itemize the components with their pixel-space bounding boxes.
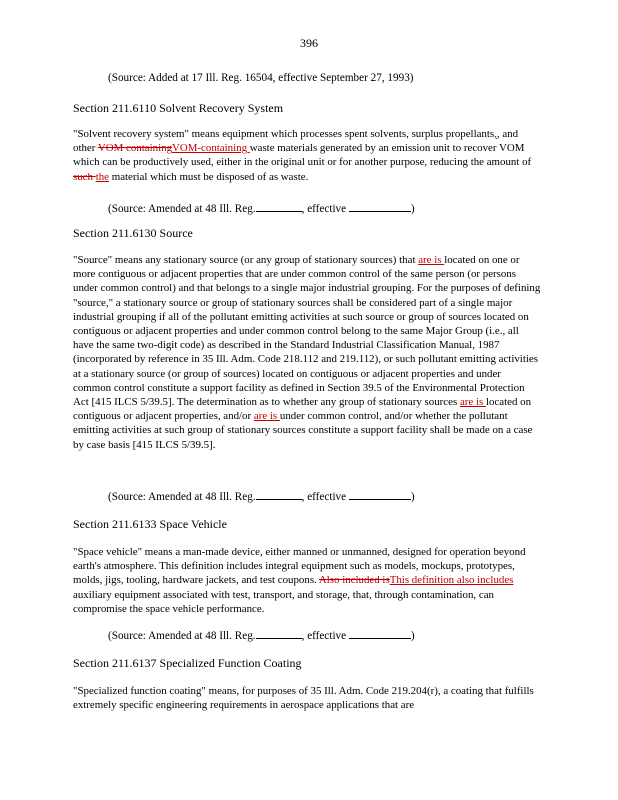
source-effective: , effective bbox=[301, 630, 347, 642]
source-note-added: (Source: Added at 17 Ill. Reg. 16504, effective September 27, 1993) bbox=[108, 72, 414, 84]
inserted-text: This definition also includes bbox=[389, 574, 514, 587]
source-prefix: (Source: Amended at 48 Ill. Reg. bbox=[108, 203, 256, 215]
section-heading-6133: Section 211.6133 Space Vehicle bbox=[73, 517, 227, 531]
text: "Solvent recovery system" means equipment which processes spent solvents, surplus propellants bbox=[73, 128, 495, 140]
text: "Source" means any stationary source (or any group of stationary sources) that bbox=[73, 254, 419, 266]
blank-line bbox=[256, 489, 302, 500]
page-number: 396 bbox=[300, 36, 318, 50]
deleted-text: VOM containing bbox=[97, 142, 173, 155]
blank-line bbox=[256, 201, 302, 212]
source-note-amended bbox=[108, 489, 415, 503]
section-heading-6110: Section 211.6110 Solvent Recovery System bbox=[73, 101, 284, 115]
section-body-6133 bbox=[73, 545, 541, 616]
source-effective: , effective bbox=[301, 203, 347, 215]
source-note-amended bbox=[108, 201, 415, 215]
inserted-text: are is bbox=[459, 396, 486, 409]
source-effective: , effective bbox=[301, 491, 347, 503]
section-body-6137 bbox=[73, 684, 541, 712]
text: located on contiguous or adjacent properties, and/or bbox=[73, 396, 532, 423]
text: located on one or more contiguous or adjacent properties that are under common control of the same person (or persons under common control) and that belongs to a single major industrial grouping. For the purposes of defining "source," a stationary source or group of stationary sources shall be considered part of a single major industrial grouping if all of the pollutant emitting activities at such source or group of sources located on contiguous or adjacent properties and under common control belong to the same Major Group (i.e., all have the same two-digit code) as described in the Standard Industrial Classification Manual, 1987 (incorporated by reference in 35 Ill. Adm. Code 218.112 and 219.112), or such pollutant emitting activities at a stationary source (or group of sources) located on contiguous or adjacent properties and under common control constitute a support facility as defined in Section 39.5 of the Environmental Protection Act [415 ILCS 5/39.5]. The determination as to whether any group of stationary sources bbox=[73, 254, 541, 409]
source-note-amended bbox=[108, 628, 415, 642]
blank-line bbox=[349, 489, 411, 500]
deleted-text: Also included is bbox=[318, 574, 390, 587]
deleted-text: such bbox=[73, 170, 96, 183]
blank-line bbox=[349, 201, 411, 212]
section-heading-6130: Section 211.6130 Source bbox=[73, 226, 193, 240]
blank-line bbox=[256, 628, 302, 639]
text: "Space vehicle" means a man-made device, either manned or unmanned, designed for operation beyond earth's atmosphere. This definition includes integral equipment such as models, mockups, prototypes, molds, jigs, tooling, hardware jackets, and test coupons. bbox=[73, 546, 526, 587]
blank-line bbox=[349, 628, 411, 639]
source-suffix: ) bbox=[410, 203, 415, 215]
text: under common control, and/or whether the pollutant emitting activities at such group of stationary sources constitute a support facility shall be made on a case by case basis [415 ILCS 5/39.5]. bbox=[73, 410, 533, 451]
source-prefix: (Source: Amended at 48 Ill. Reg. bbox=[108, 491, 256, 503]
text: "Specialized function coating" means, for purposes of 35 Ill. Adm. Code 219.204(r), a coating that fulfills extremely specific engineering requirements in aerospace applications that are bbox=[73, 685, 534, 712]
section-body-6130 bbox=[73, 253, 541, 452]
section-heading-6137: Section 211.6137 Specialized Function Coating bbox=[73, 656, 302, 670]
text: auxiliary equipment associated with test, transport, and storage, that, through contamination, can compromise the space vehicle performance. bbox=[73, 588, 494, 615]
inserted-text: are is bbox=[253, 410, 280, 423]
text: waste materials generated by an emission unit to recover VOM which can be productively used, either in the original unit or for another purpose, reducing the amount of bbox=[73, 142, 532, 169]
inserted-text: the bbox=[95, 170, 109, 183]
section-body-6110 bbox=[73, 127, 541, 184]
text: material which must be disposed of as waste. bbox=[109, 170, 309, 183]
source-suffix: ) bbox=[410, 491, 415, 503]
inserted-text: , bbox=[494, 128, 497, 140]
inserted-text: are is bbox=[418, 254, 445, 266]
inserted-text: VOM-containing bbox=[172, 142, 250, 155]
source-prefix: (Source: Amended at 48 Ill. Reg. bbox=[108, 630, 256, 642]
text: , and other bbox=[73, 128, 519, 155]
source-suffix: ) bbox=[410, 630, 415, 642]
